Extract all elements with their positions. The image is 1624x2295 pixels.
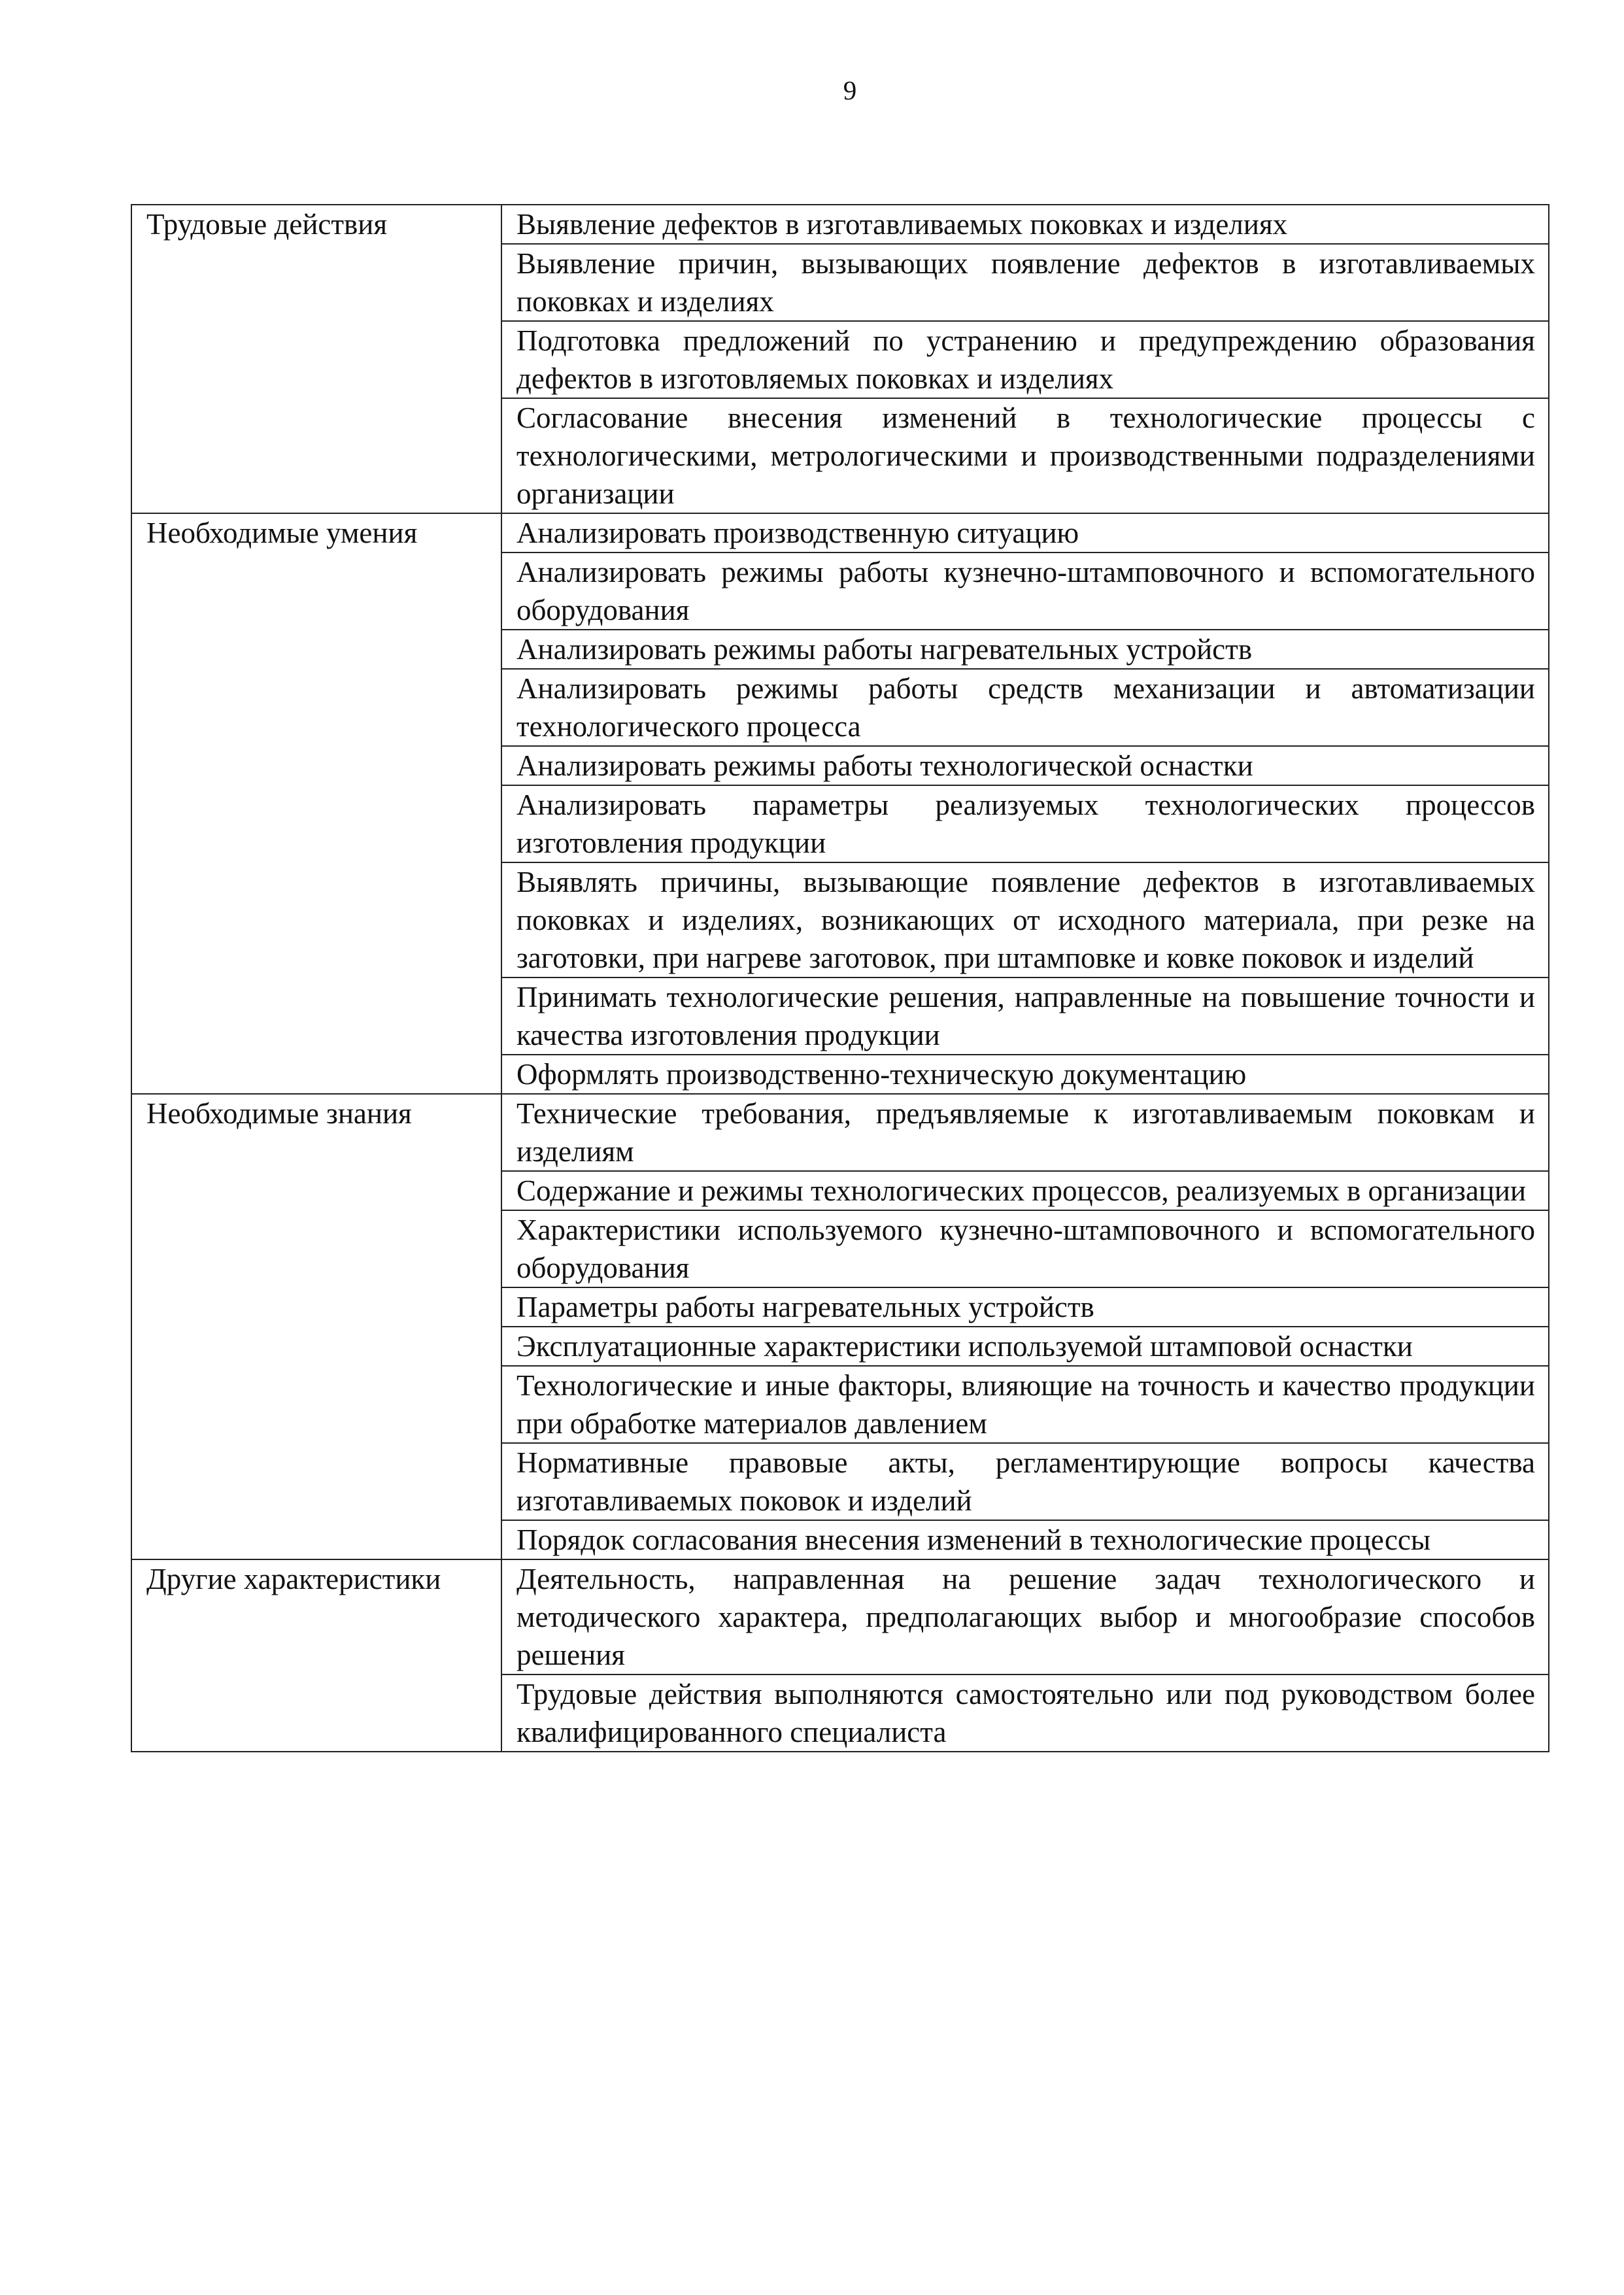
section-label: Необходимые умения [131, 513, 501, 1094]
table-row [131, 513, 1549, 552]
page-number: 9 [843, 75, 857, 105]
section-item: Анализировать режимы работы средств механизации и автоматизации технологического процесса [501, 669, 1549, 746]
requirements-table-body [131, 205, 1549, 1752]
section-label: Необходимые знания [131, 1094, 501, 1559]
section-item: Оформлять производственно-техническую документацию [501, 1055, 1549, 1094]
section-item: Характеристики используемого кузнечно-штамповочного и вспомогательного оборудования [501, 1210, 1549, 1287]
section-item: Технические требования, предъявляемые к изготавливаемым поковкам и изделиям [501, 1094, 1549, 1171]
requirements-table [131, 204, 1549, 1752]
section-item: Технологические и иные факторы, влияющие на точность и качество продукции при обработке материалов давлением [501, 1366, 1549, 1443]
section-item: Трудовые действия выполняются самостоятельно или под руководством более квалифицированного специалиста [501, 1674, 1549, 1752]
table-row [131, 1559, 1549, 1674]
section-item: Подготовка предложений по устранению и предупреждению образования дефектов в изготовляемых поковках и изделиях [501, 321, 1549, 398]
section-item: Нормативные правовые акты, регламентирующие вопросы качества изготавливаемых поковок и изделий [501, 1443, 1549, 1520]
section-item: Анализировать режимы работы технологической оснастки [501, 746, 1549, 785]
section-item: Анализировать параметры реализуемых технологических процессов изготовления продукции [501, 785, 1549, 862]
table-row [131, 205, 1549, 244]
section-item: Выявление причин, вызывающих появление дефектов в изготавливаемых поковках и изделиях [501, 244, 1549, 321]
section-label: Другие характеристики [131, 1559, 501, 1752]
section-item: Эксплуатационные характеристики используемой штамповой оснастки [501, 1327, 1549, 1366]
section-item: Анализировать режимы работы нагревательных устройств [501, 630, 1549, 669]
section-item: Выявлять причины, вызывающие появление дефектов в изготавливаемых поковках и изделиях, возникающих от исходного материала, при резке на заготовки, при нагреве заготовок, при штамповке и ковке поковок и изделий [501, 862, 1549, 978]
section-item: Содержание и режимы технологических процессов, реализуемых в организации [501, 1171, 1549, 1210]
table-row [131, 1094, 1549, 1171]
section-item: Деятельность, направленная на решение задач технологического и методического характера, предполагающих выбор и многообразие способов решения [501, 1559, 1549, 1674]
section-item: Анализировать режимы работы кузнечно-штамповочного и вспомогательного оборудования [501, 552, 1549, 630]
section-item: Согласование внесения изменений в технологические процессы с технологическими, метрологическими и производственными подразделениями организации [501, 398, 1549, 513]
section-item: Выявление дефектов в изготавливаемых поковках и изделиях [501, 205, 1549, 244]
section-item: Анализировать производственную ситуацию [501, 513, 1549, 552]
section-item: Порядок согласования внесения изменений в технологические процессы [501, 1520, 1549, 1559]
section-item: Принимать технологические решения, направленные на повышение точности и качества изготовления продукции [501, 978, 1549, 1055]
section-label: Трудовые действия [131, 205, 501, 513]
section-item: Параметры работы нагревательных устройств [501, 1287, 1549, 1327]
